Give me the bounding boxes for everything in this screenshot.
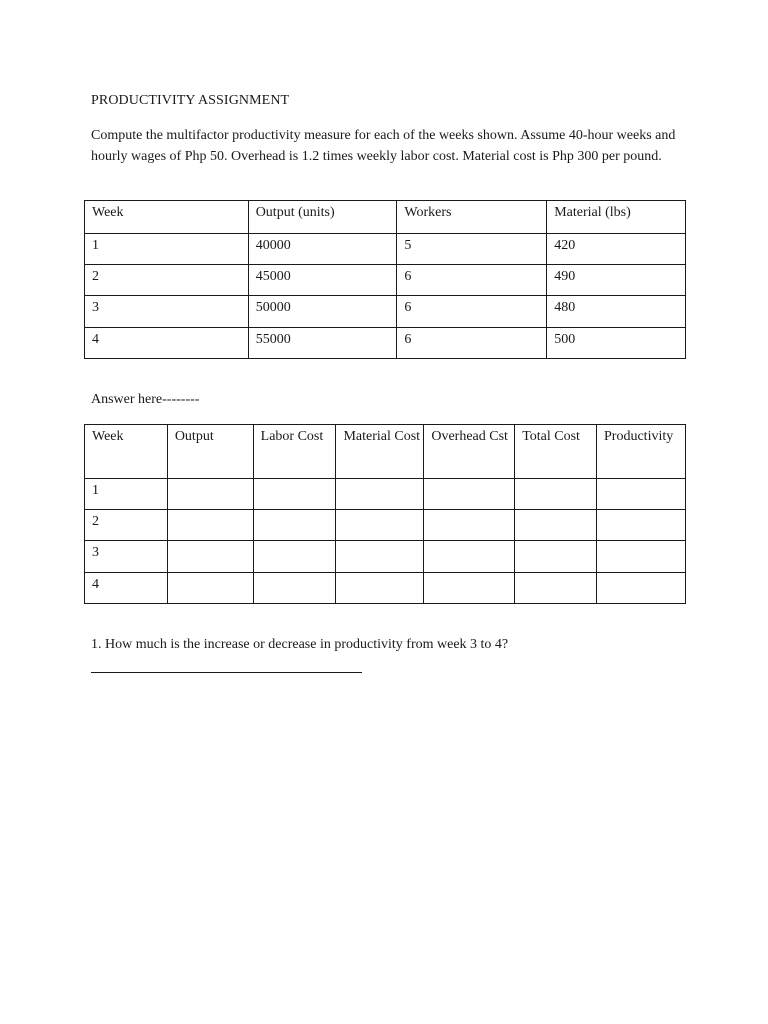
table-cell: 490 [547, 265, 686, 296]
answer-cell[interactable] [424, 510, 515, 541]
answer-cell[interactable] [336, 541, 424, 573]
answer-cell[interactable] [336, 479, 424, 510]
week-cell: 2 [85, 510, 168, 541]
header-cell: Output [167, 425, 253, 479]
page-title: PRODUCTIVITY ASSIGNMENT [91, 93, 290, 108]
answer-cell[interactable] [424, 479, 515, 510]
answer-cell[interactable] [515, 541, 597, 573]
table-header-row [85, 201, 686, 234]
table-row [85, 479, 686, 510]
header-cell: Week [85, 201, 249, 234]
header-cell: Material Cost [336, 425, 424, 479]
answer-cell[interactable] [515, 573, 597, 604]
table-cell: 3 [85, 296, 249, 328]
table-header-row [85, 425, 686, 479]
header-cell: Workers [397, 201, 547, 234]
table-cell: 50000 [248, 296, 397, 328]
answer-cell[interactable] [336, 510, 424, 541]
header-cell: Total Cost [515, 425, 597, 479]
table-cell: 55000 [248, 328, 397, 359]
question-text: 1. How much is the increase or decrease in productivity from week 3 to 4? [91, 637, 509, 652]
header-cell: Output (units) [248, 201, 397, 234]
week-cell: 1 [85, 479, 168, 510]
table-cell: 6 [397, 265, 547, 296]
answer-cell[interactable] [597, 573, 686, 604]
answer-cell[interactable] [424, 541, 515, 573]
instructions-paragraph: Compute the multifactor productivity measure for each of the weeks shown. Assume 40-hour weeks and hourly wages of Php 50. Overhead is 1.2 times weekly labor cost. Material cost is Php 300 per pound. [91, 128, 676, 164]
table-cell: 6 [397, 296, 547, 328]
given-data-table [84, 200, 686, 359]
answer-cell[interactable] [253, 541, 336, 573]
answer-cell[interactable] [424, 573, 515, 604]
table-cell: 480 [547, 296, 686, 328]
table-row [85, 328, 686, 359]
answer-cell[interactable] [167, 510, 253, 541]
table-cell: 40000 [248, 234, 397, 265]
table-cell: 2 [85, 265, 249, 296]
answer-cell[interactable] [253, 479, 336, 510]
table-row [85, 265, 686, 296]
header-cell: Week [85, 425, 168, 479]
answer-cell[interactable] [597, 510, 686, 541]
table-row [85, 573, 686, 604]
table-cell: 45000 [248, 265, 397, 296]
table-cell: 4 [85, 328, 249, 359]
answer-cell[interactable] [167, 541, 253, 573]
table-row [85, 234, 686, 265]
answer-cell[interactable] [167, 479, 253, 510]
table-cell: 1 [85, 234, 249, 265]
table-cell: 420 [547, 234, 686, 265]
table-row [85, 541, 686, 573]
header-cell: Material (lbs) [547, 201, 686, 234]
answer-cell[interactable] [336, 573, 424, 604]
answer-cell[interactable] [597, 541, 686, 573]
answer-cell[interactable] [253, 510, 336, 541]
answer-cell[interactable] [515, 479, 597, 510]
week-cell: 4 [85, 573, 168, 604]
answer-cell[interactable] [167, 573, 253, 604]
table-row [85, 510, 686, 541]
answer-label: Answer here-------- [91, 392, 200, 407]
header-cell: Productivity [597, 425, 686, 479]
header-cell: Labor Cost [253, 425, 336, 479]
table-cell: 500 [547, 328, 686, 359]
table-cell: 5 [397, 234, 547, 265]
header-cell: Overhead Cst [424, 425, 515, 479]
table-row [85, 296, 686, 328]
answer-cell[interactable] [597, 479, 686, 510]
answer-blank-line[interactable] [91, 672, 362, 673]
answer-cell[interactable] [253, 573, 336, 604]
answer-cell[interactable] [515, 510, 597, 541]
table-cell: 6 [397, 328, 547, 359]
week-cell: 3 [85, 541, 168, 573]
answer-table [84, 424, 686, 604]
